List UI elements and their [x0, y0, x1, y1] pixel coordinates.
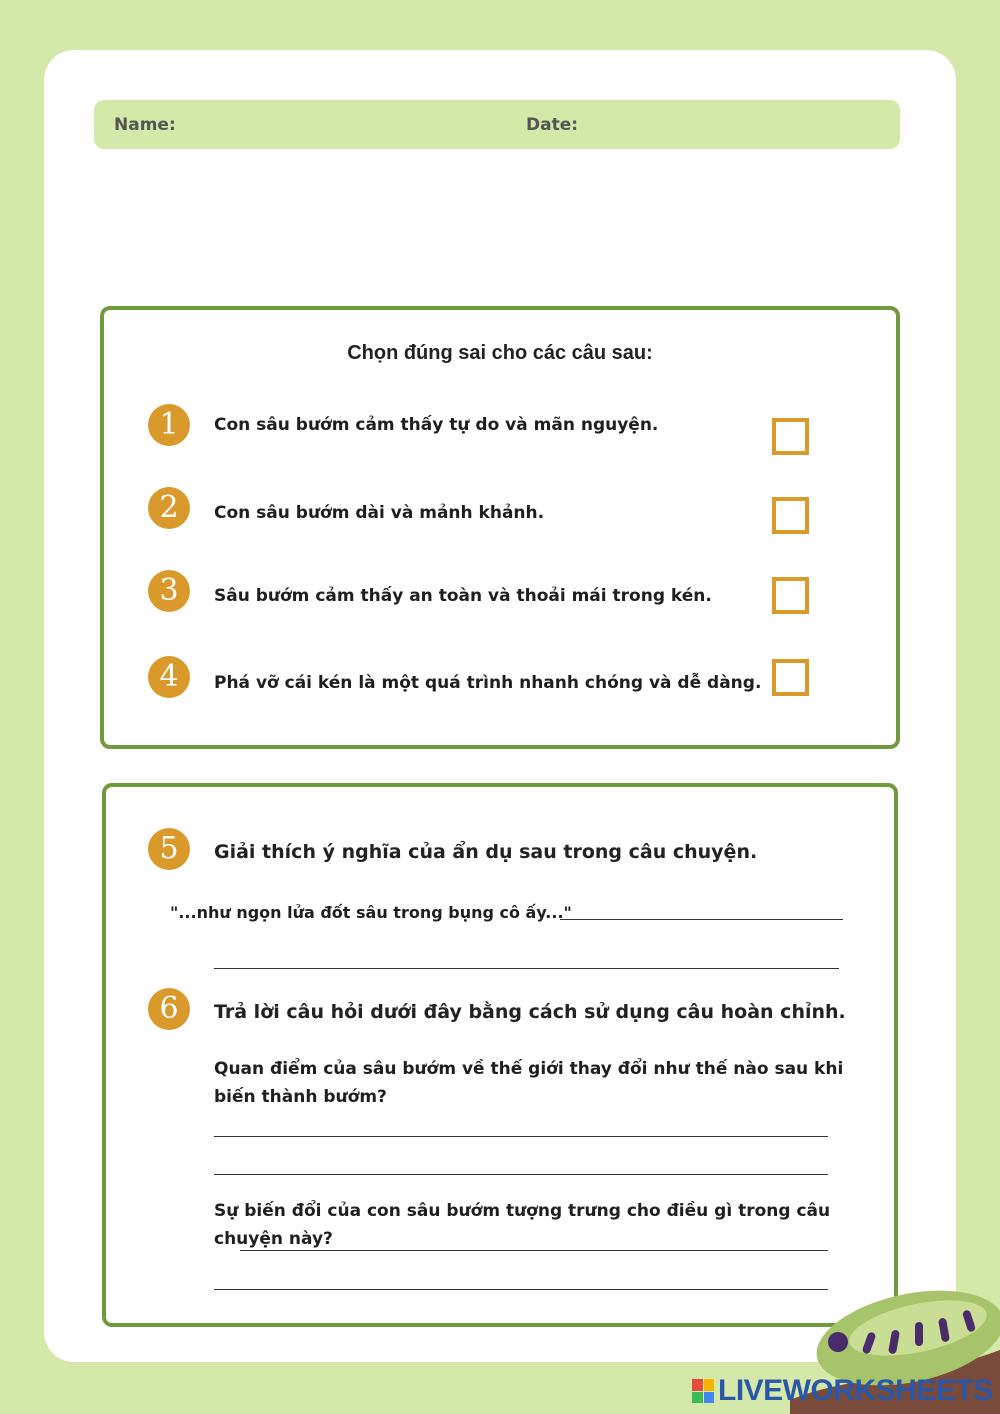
number-badge-5: 5	[148, 828, 190, 870]
header-bar	[94, 100, 900, 149]
statement-1: Con sâu bướm cảm thấy tự do và mãn nguyện.	[214, 415, 659, 435]
statement-4: Phá vỡ cái kén là một quá trình nhanh chóng và dễ dàng.	[214, 673, 762, 693]
number-badge-3: 3	[148, 570, 190, 612]
statement-3: Sâu bướm cảm thấy an toàn và thoải mái trong kén.	[214, 586, 712, 606]
date-label: Date:	[526, 115, 579, 135]
section-title: Chọn đúng sai cho các câu sau:	[347, 342, 653, 364]
checkbox-2[interactable]	[772, 497, 809, 534]
name-label: Name:	[114, 115, 176, 135]
brand-watermark	[692, 1374, 993, 1408]
number-badge-1: 1	[148, 404, 190, 446]
question-6-sub-2: Sự biến đổi của con sâu bướm tượng trưng cho điều gì trong câu chuyện này?	[214, 1201, 831, 1249]
metaphor-quote: "...như ngọn lửa đốt sâu trong bụng cô ấy..."	[170, 903, 572, 922]
checkbox-4[interactable]	[772, 659, 809, 696]
number-badge-2: 2	[148, 487, 190, 529]
checkbox-3[interactable]	[772, 577, 809, 614]
answer-line-5a[interactable]	[560, 919, 843, 920]
brand-text: LIVEWORKSHEETS	[718, 1374, 993, 1407]
answer-line-5b[interactable]	[214, 968, 839, 969]
checkbox-1[interactable]	[772, 418, 809, 455]
answer-line-6d[interactable]	[214, 1289, 828, 1290]
statement-2: Con sâu bướm dài và mảnh khảnh.	[214, 503, 545, 523]
answer-line-6a[interactable]	[214, 1136, 828, 1137]
question-5-text: Giải thích ý nghĩa của ẩn dụ sau trong câu chuyện.	[214, 841, 758, 863]
question-6-sub-1: Quan điểm của sâu bướm về thế giới thay đổi như thế nào sau khi biến thành bướm?	[214, 1059, 844, 1107]
liveworksheets-logo-icon	[692, 1379, 714, 1403]
number-badge-4: 4	[148, 656, 190, 698]
answer-line-6b[interactable]	[214, 1174, 828, 1175]
number-badge-6: 6	[148, 988, 190, 1030]
answer-line-6c[interactable]	[240, 1250, 828, 1251]
question-6-text: Trả lời câu hỏi dưới đây bằng cách sử dụng câu hoàn chỉnh.	[214, 1001, 846, 1023]
